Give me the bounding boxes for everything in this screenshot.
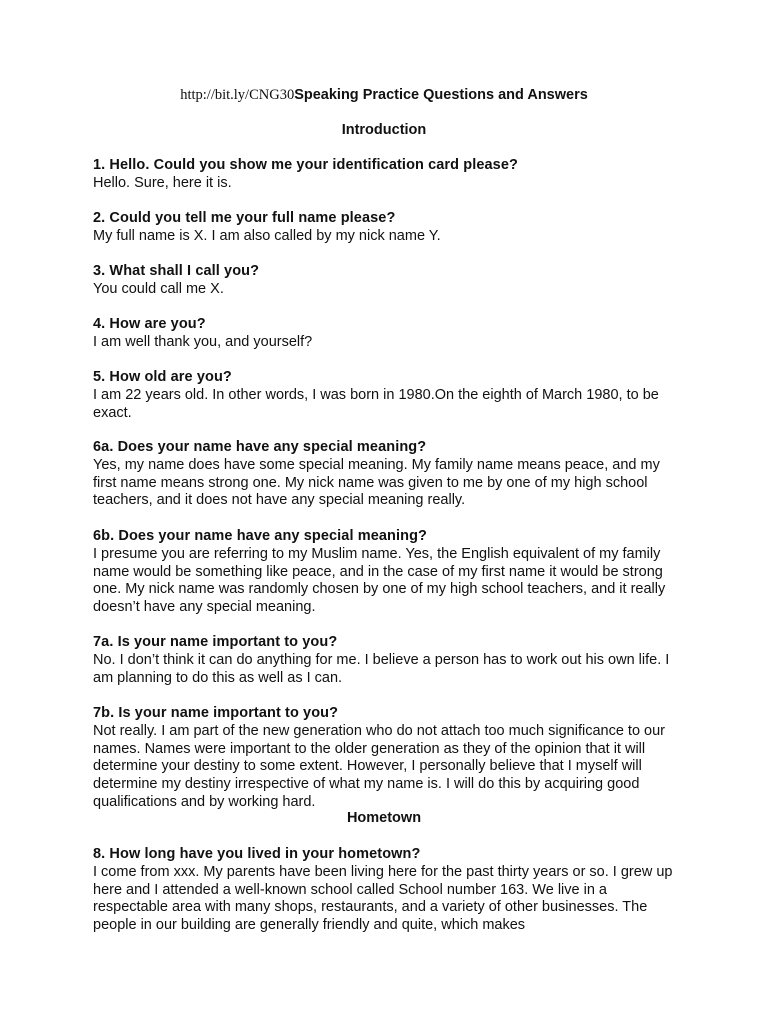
question: 6a. Does your name have any special meaning? — [93, 439, 427, 455]
document-title: Speaking Practice Questions and Answers — [294, 87, 588, 103]
section-heading-introduction: Introduction — [341, 122, 427, 138]
qa-item-1 — [93, 157, 683, 193]
question: 8. How long have you lived in your hometown? — [93, 846, 421, 862]
answer: Hello. Sure, here it is. — [93, 174, 232, 191]
question: 7b. Is your name important to you? — [93, 705, 339, 721]
answer: Not really. I am part of the new generation who do not attach too much significance to our names. Names were important to the older generation as they of the opinion that it will determine your destiny to some extent. However, I personally believe that I myself will determine my destiny irrespective of what my name is. I will do this by acquiring good qualifications and by working hard. — [93, 722, 665, 810]
answer: I presume you are referring to my Muslim name. Yes, the English equivalent of my family name would be something like peace, and in the case of my first name it would be strong one. My nick name was randomly chosen by one of my high school teachers, and it really doesn’t have any special meaning. — [93, 545, 666, 616]
question: 6b. Does your name have any special meaning? — [93, 528, 427, 544]
question: 2. Could you tell me your full name please? — [93, 210, 396, 226]
section-heading-hometown: Hometown — [346, 810, 422, 826]
question: 4. How are you? — [93, 316, 206, 332]
answer: You could call me X. — [93, 280, 224, 297]
qa-item-7a — [93, 634, 683, 687]
qa-item-7b — [93, 705, 683, 812]
qa-item-6b — [93, 528, 683, 617]
question: 1. Hello. Could you show me your identification card please? — [93, 157, 518, 173]
answer: Yes, my name does have some special meaning. My family name means peace, and my first name means strong one. My nick name was given to me by one of my high school teachers, and it does not have any special meaning really. — [93, 456, 660, 509]
qa-item-4 — [93, 316, 683, 352]
qa-item-3 — [93, 263, 683, 299]
answer: I come from xxx. My parents have been living here for the past thirty years or so. I grew up here and I attended a well-known school called School number 163. We live in a respectable area with many shops, restaurants, and a variety of other businesses. The people in our building are generally friendly and quite, which makes — [93, 863, 673, 934]
answer: I am 22 years old. In other words, I was born in 1980.On the eighth of March 1980, to be exact. — [93, 386, 659, 421]
answer: I am well thank you, and yourself? — [93, 333, 313, 350]
answer: No. I don’t think it can do anything for me. I believe a person has to work out his own life. I am planning to do this as well as I can. — [93, 651, 670, 686]
question: 5. How old are you? — [93, 369, 232, 385]
question: 3. What shall I call you? — [93, 263, 260, 279]
qa-item-8 — [93, 846, 683, 935]
question: 7a. Is your name important to you? — [93, 634, 338, 650]
qa-item-2 — [93, 210, 683, 246]
answer: My full name is X. I am also called by my nick name Y. — [93, 227, 441, 244]
qa-item-6a — [93, 439, 683, 510]
header-url[interactable]: http://bit.ly/CNG30 — [180, 87, 295, 103]
document-header — [0, 86, 768, 104]
qa-item-5 — [93, 369, 683, 422]
